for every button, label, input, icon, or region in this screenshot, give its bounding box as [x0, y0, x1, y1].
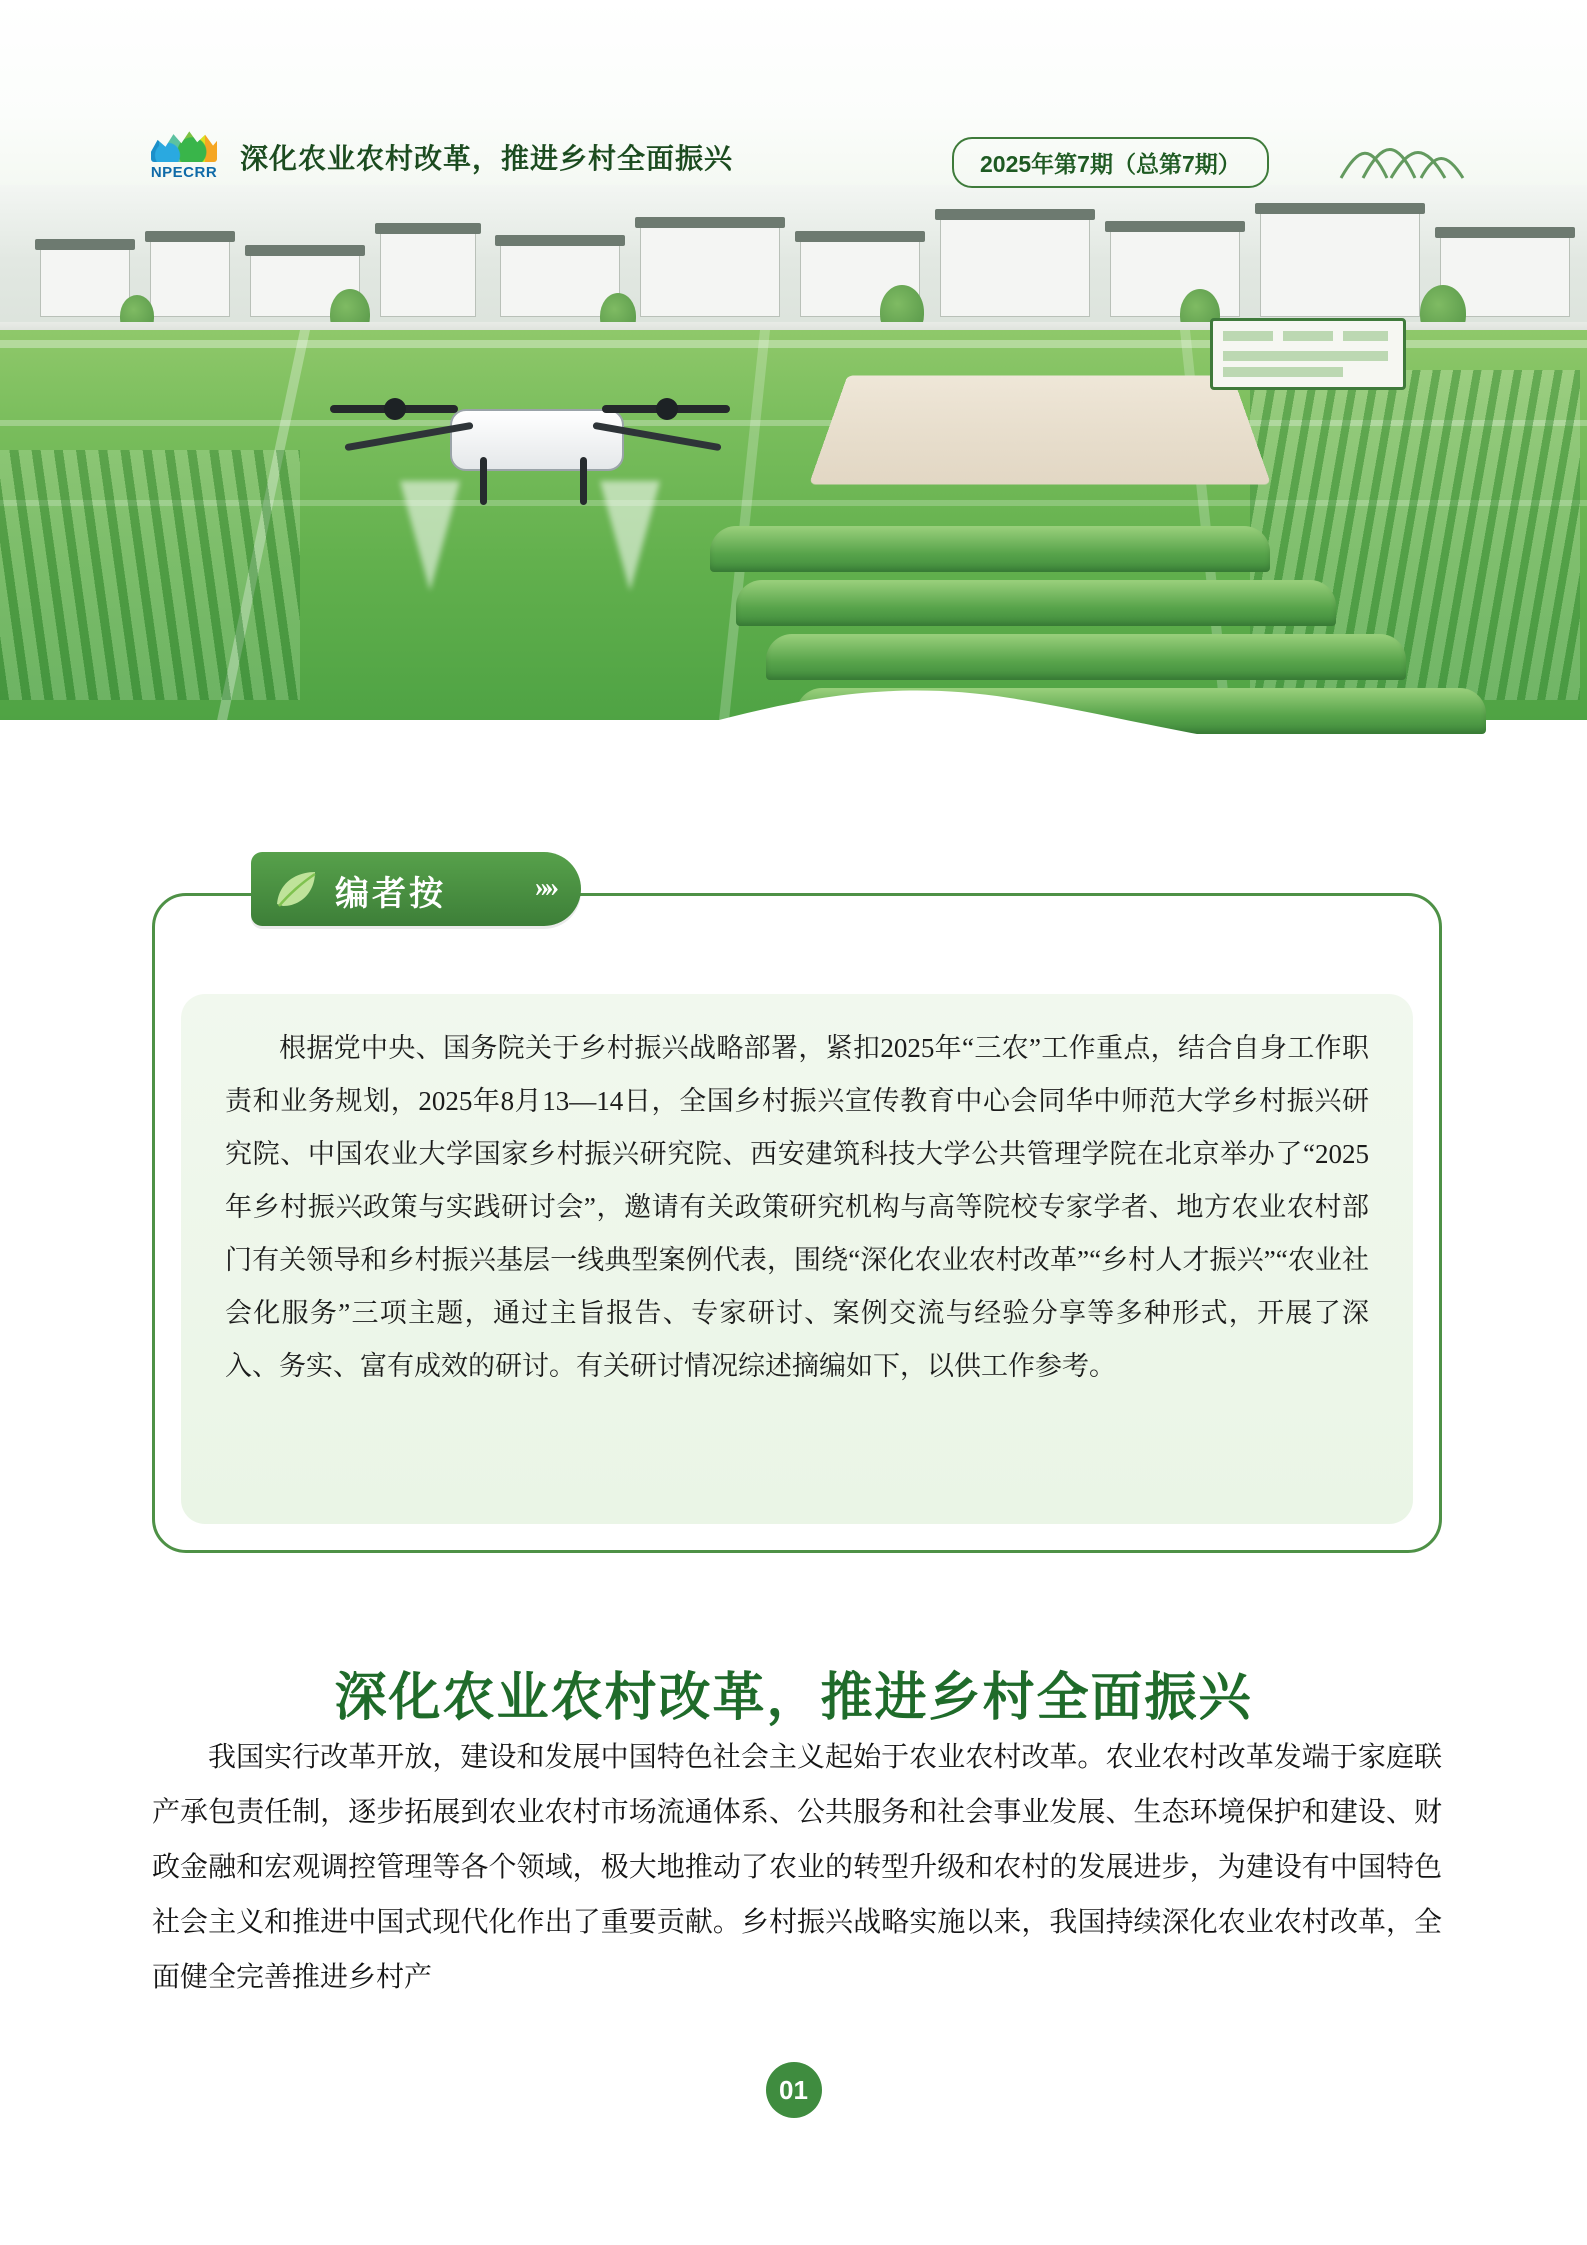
editor-note-body-panel: [181, 994, 1413, 1524]
article-title: 深化农业农村改革，推进乡村全面振兴: [334, 1668, 1253, 1727]
masthead: [0, 0, 1587, 190]
editor-note-text: 根据党中央、国务院关于乡村振兴战略部署，紧扣2025年“三农”工作重点，结合自身工作职责和业务规划，2025年8月13—14日，全国乡村振兴宣传教育中心会同华中师范大学乡村振兴研究院、中国农业大学国家乡村振兴研究院、西安建筑科技大学公共管理学院在北京举办了“2025年乡村振兴政策与实践研讨会”，邀请有关政策研究机构与高等院校专家学者、地方农业农村部门有关领导和乡村振兴基层一线典型案例代表，围绕“深化农业农村改革”“乡村人才振兴”“农业社会化服务”三项主题，通过主旨报告、专家研讨、案例交流与经验分享等多种形式，开展了深入、务实、富有成效的研讨。有关研讨情况综述摘编如下，以供工作参考。: [225, 1033, 1369, 1381]
logo-mark-icon: [151, 128, 217, 162]
hero-illustration: [0, 0, 1587, 800]
publication-title: 深化农业农村改革，推进乡村全面振兴: [240, 143, 734, 174]
leaf-icon: [273, 868, 319, 910]
issue-badge: 2025年第7期（总第7期）: [952, 137, 1269, 188]
mountain-decoration-icon: [1337, 128, 1467, 184]
chevrons-right-icon: »»: [535, 872, 555, 903]
village-plaza: [809, 376, 1271, 485]
editor-note-card: [152, 872, 1442, 1553]
logo-text: NPECRR: [150, 164, 218, 181]
editor-note-tag: [251, 852, 581, 926]
agricultural-drone: [330, 385, 730, 525]
wave-divider: [0, 650, 1587, 800]
organization-logo: [148, 128, 220, 184]
village-billboard: [1210, 318, 1406, 390]
article-paragraph: 我国实行改革开放，建设和发展中国特色社会主义起始于农业农村改革。农业农村改革发端于家庭联产承包责任制，逐步拓展到农业农村市场流通体系、公共服务和社会事业发展、生态环境保护和建设、财政金融和宏观调控管理等各个领域，极大地推动了农业的转型升级和农村的发展进步，为建设有中国特色社会主义和推进中国式现代化作出了重要贡献。乡村振兴战略实施以来，我国持续深化农业农村改革，全面健全完善推进乡村产: [152, 1742, 1442, 1993]
editor-note-label: 编者按: [335, 875, 446, 913]
page-number: 01: [766, 2062, 822, 2118]
